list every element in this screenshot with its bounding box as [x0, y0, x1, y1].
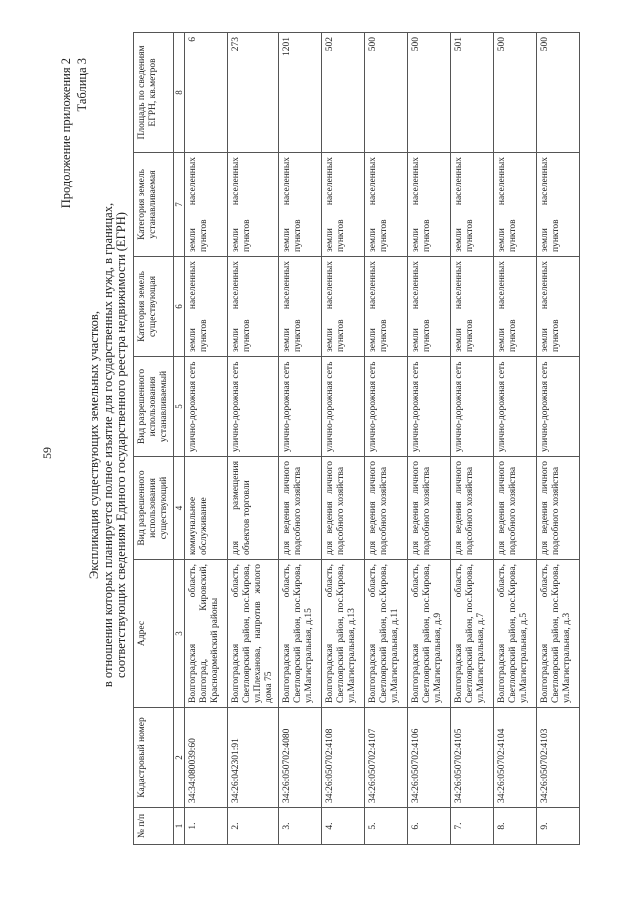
current-use: для ведения личного подсобного хозяйства — [494, 457, 537, 560]
current-category: земли населенных пунктов — [185, 257, 228, 357]
row-number: 5. — [365, 808, 408, 845]
header-current-category: Категория земель существующая — [134, 257, 174, 357]
area-value: 273 — [228, 33, 279, 153]
area-value: 1201 — [279, 33, 322, 153]
current-category: земли населенных пунктов — [451, 257, 494, 357]
heading-line-2: в отношении которых планируется полное изъятие для государственных нужд, в границах, — [100, 202, 115, 688]
area-value: 501 — [451, 33, 494, 153]
current-use: для ведения личного подсобного хозяйства — [279, 457, 322, 560]
new-use: улично-дорожная сеть — [494, 357, 537, 457]
address: Волгоградская область, Светлоярский район, пос.Кирова, ул.Магистральная, д.11 — [365, 560, 408, 708]
new-use: улично-дорожная сеть — [365, 357, 408, 457]
new-category: земли населенных пунктов — [279, 153, 322, 257]
new-use: улично-дорожная сеть — [408, 357, 451, 457]
column-number: 8 — [174, 33, 185, 153]
new-category: земли населенных пунктов — [228, 153, 279, 257]
current-category: земли населенных пунктов — [279, 257, 322, 357]
header-new-use: Вид разрешенного использования устанавливаемый — [134, 357, 174, 457]
current-category: земли населенных пунктов — [365, 257, 408, 357]
address: Волгоградская область, Волгоград, Кировский, Красноармейский районы — [185, 560, 228, 708]
new-category: земли населенных пунктов — [494, 153, 537, 257]
header-cadastral-number: Кадастровый номер — [134, 708, 174, 808]
table-row — [494, 33, 537, 845]
column-number: 4 — [174, 457, 185, 560]
current-use: для ведения личного подсобного хозяйства — [451, 457, 494, 560]
column-number: 7 — [174, 153, 185, 257]
current-use: для ведения личного подсобного хозяйства — [365, 457, 408, 560]
address: Волгоградская область, Светлоярский район, пос.Кирова, ул.Магистральная, д.9 — [408, 560, 451, 708]
current-category: земли населенных пунктов — [322, 257, 365, 357]
explication-table — [133, 32, 580, 845]
new-use: улично-дорожная сеть — [537, 357, 580, 457]
column-number: 5 — [174, 357, 185, 457]
row-number: 3. — [279, 808, 322, 845]
heading-line-1: Экспликация существующих земельных участков, — [87, 311, 101, 579]
cadastral-number: 34:26:050702:4106 — [408, 708, 451, 808]
new-use: улично-дорожная сеть — [185, 357, 228, 457]
table-row — [537, 33, 580, 845]
row-number: 4. — [322, 808, 365, 845]
page-number: 59 — [40, 447, 54, 459]
row-number: 8. — [494, 808, 537, 845]
new-use: улично-дорожная сеть — [322, 357, 365, 457]
new-category: земли населенных пунктов — [537, 153, 580, 257]
cadastral-number: 34:26:042301:91 — [228, 708, 279, 808]
current-use: для ведения личного подсобного хозяйства — [537, 457, 580, 560]
column-number: 1 — [174, 808, 185, 845]
current-use: для ведения личного подсобного хозяйства — [408, 457, 451, 560]
appendix-note: Продолжение приложения 2 — [59, 58, 73, 209]
cadastral-number: 34:26:050702:4105 — [451, 708, 494, 808]
row-number: 6. — [408, 808, 451, 845]
table-row — [185, 33, 228, 845]
address: Волгоградская область, Светлоярский район, пос.Кирова, ул.Магистральная, д.15 — [279, 560, 322, 708]
header-area: Площадь по сведениям ЕГРН, кв.метров — [134, 33, 174, 153]
table-label: Таблица 3 — [75, 58, 89, 112]
area-value: 500 — [408, 33, 451, 153]
appendix-header — [58, 58, 90, 208]
current-category: земли населенных пунктов — [537, 257, 580, 357]
cadastral-number: 34:26:050702:4104 — [494, 708, 537, 808]
address: Волгоградская область, Светлоярский район, пос.Кирова, ул.Магистральная, д.7 — [451, 560, 494, 708]
row-number: 9. — [537, 808, 580, 845]
current-category: земли населенных пунктов — [228, 257, 279, 357]
table-heading — [88, 135, 129, 755]
current-use: для ведения личного подсобного хозяйства — [322, 457, 365, 560]
current-use: для размещения объектов торговли — [228, 457, 279, 560]
cadastral-number: 34:26:050702:4080 — [279, 708, 322, 808]
new-use: улично-дорожная сеть — [279, 357, 322, 457]
area-value: 6 — [185, 33, 228, 153]
header-current-use: Вид разрешенного использования существующий — [134, 457, 174, 560]
column-number: 2 — [174, 708, 185, 808]
address: Волгоградская область, Светлоярский район, пос.Кирова, ул.Магистральная, д.13 — [322, 560, 365, 708]
address: Волгоградская область, Светлоярский район, пос.Кирова, ул.Магистральная, д.3 — [537, 560, 580, 708]
new-category: земли населенных пунктов — [322, 153, 365, 257]
row-number: 2. — [228, 808, 279, 845]
table-row — [365, 33, 408, 845]
cadastral-number: 34:26:050702:4103 — [537, 708, 580, 808]
new-use: улично-дорожная сеть — [451, 357, 494, 457]
area-value: 500 — [365, 33, 408, 153]
current-use: коммунальное обслуживание — [185, 457, 228, 560]
address: Волгоградская область, Светлоярский район, пос.Кирова, ул.Плеханова, напротив жилого дома 75 — [228, 560, 279, 708]
header-row — [134, 33, 174, 845]
area-value: 500 — [494, 33, 537, 153]
cadastral-number: 34:34:080039:60 — [185, 708, 228, 808]
header-number: № п/п — [134, 808, 174, 845]
table-body — [185, 33, 580, 845]
area-value: 502 — [322, 33, 365, 153]
header-address: Адрес — [134, 560, 174, 708]
new-category: земли населенных пунктов — [185, 153, 228, 257]
current-category: земли населенных пунктов — [408, 257, 451, 357]
address: Волгоградская область, Светлоярский район, пос.Кирова, ул.Магистральная, д.5 — [494, 560, 537, 708]
cadastral-number: 34:26:050702:4108 — [322, 708, 365, 808]
header-new-category: Категория земель устанавливаемая — [134, 153, 174, 257]
table-row — [451, 33, 494, 845]
column-number-row — [174, 33, 185, 845]
table-row — [322, 33, 365, 845]
table-row — [228, 33, 279, 845]
new-use: улично-дорожная сеть — [228, 357, 279, 457]
area-value: 500 — [537, 33, 580, 153]
current-category: земли населенных пунктов — [494, 257, 537, 357]
new-category: земли населенных пунктов — [408, 153, 451, 257]
row-number: 1. — [185, 808, 228, 845]
heading-line-3: соответствующих сведениям Единого государственного реестра недвижимости (ЕГРН) — [114, 212, 128, 678]
new-category: земли населенных пунктов — [451, 153, 494, 257]
new-category: земли населенных пунктов — [365, 153, 408, 257]
row-number: 7. — [451, 808, 494, 845]
table-row — [408, 33, 451, 845]
cadastral-number: 34:26:050702:4107 — [365, 708, 408, 808]
column-number: 3 — [174, 560, 185, 708]
table-row — [279, 33, 322, 845]
column-number: 6 — [174, 257, 185, 357]
